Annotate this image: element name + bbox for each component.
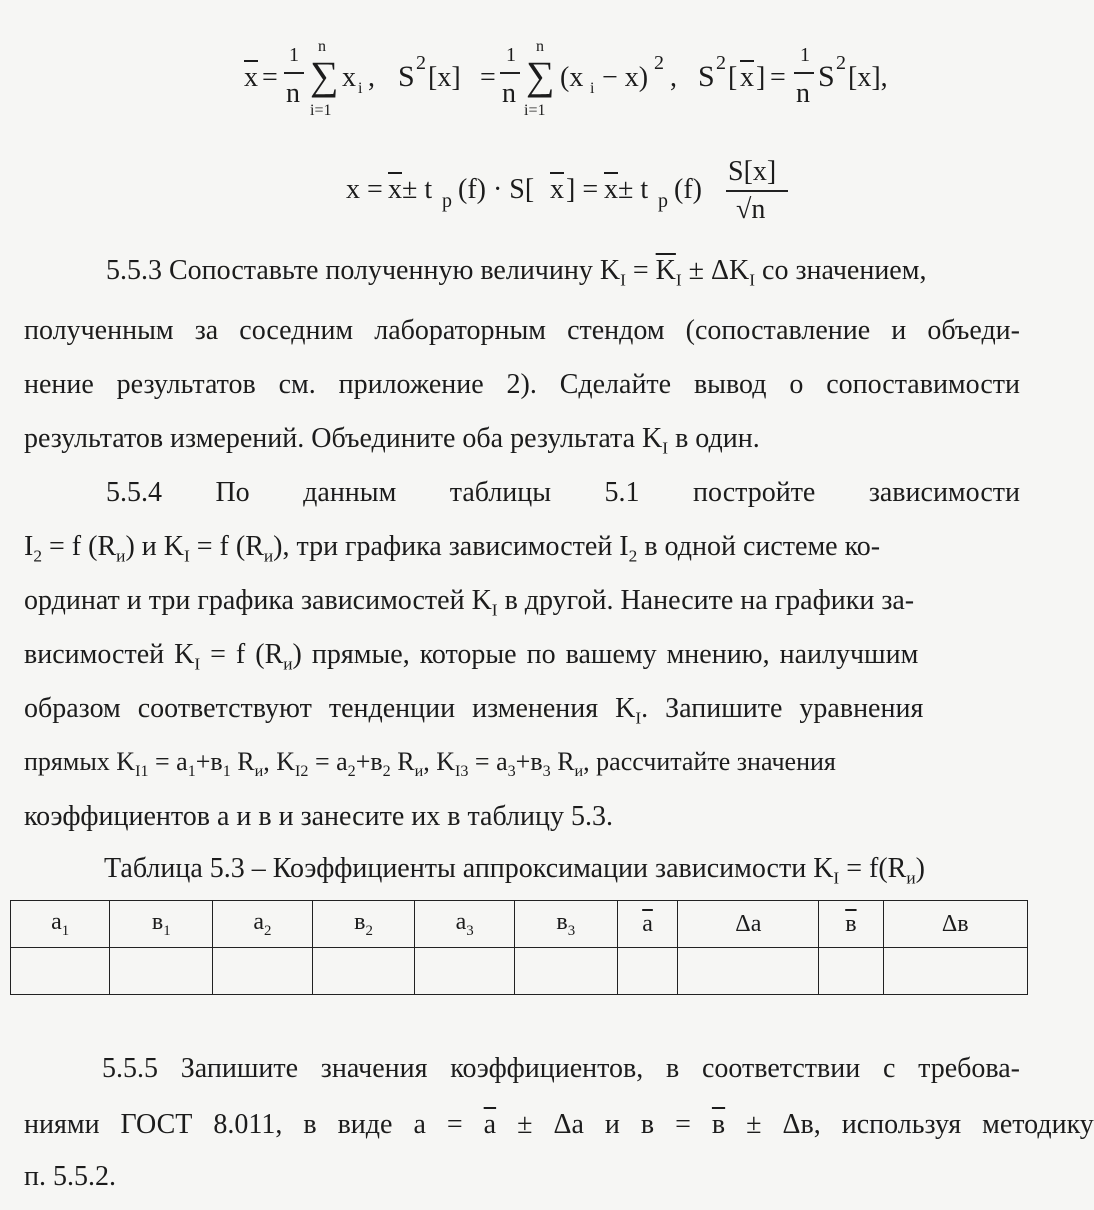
p554-l4-c: ) прямые, которые по вашему мнению, наилучшим: [292, 639, 919, 670]
formula-variance-term-sup: 2: [654, 52, 664, 74]
p553-line1-sub: I: [620, 270, 626, 290]
formula-vm-den: n: [796, 78, 810, 109]
p554-l6-h: R: [390, 747, 415, 776]
table-header-subscript: 2: [365, 922, 373, 939]
table-cell: [11, 948, 110, 995]
p554-l6-s10: 3: [507, 763, 516, 781]
p553-line1-text: 5.5.3 Сопоставьте полученную величину K: [106, 255, 621, 286]
formula-variance-arg: [x]: [428, 62, 461, 93]
p553-line1-mid: =: [625, 255, 656, 286]
table-header-symbol: в: [845, 910, 857, 937]
p554-l6-c: +в: [195, 747, 223, 776]
p554-l2-d: = f (R: [189, 531, 264, 562]
formula-mean-eq: =: [262, 62, 278, 93]
formula-variance-term-sub: i: [590, 80, 595, 97]
table-header-cell: [312, 901, 415, 948]
formula-vm-arg-close: ]: [756, 62, 766, 93]
formula-variance-term: (x: [560, 62, 584, 93]
p555-line2: [24, 1108, 1094, 1142]
table-header-symbol: a: [51, 908, 62, 935]
formula-mean-sigma: ∑: [310, 53, 339, 98]
p555-l2-bbar: в: [711, 1109, 726, 1140]
formula-int-sub1: p: [442, 190, 452, 212]
p554-l4-s1: I: [194, 654, 201, 674]
formula-vm-rhs-arg: [x],: [848, 62, 888, 93]
p554-l6-s1: I1: [135, 763, 149, 781]
formula-int-p1: x =: [346, 174, 383, 205]
formula-mean-term-sub: i: [358, 80, 363, 97]
coefficients-table: [10, 900, 1028, 995]
formula-int-xbar2: $\overline{x}$: [550, 174, 564, 205]
p554-l6-k: +в: [515, 747, 543, 776]
table-header-cell: [883, 901, 1028, 948]
p554-l2-s1: 2: [33, 546, 43, 566]
p553-line1-rest-sub: I: [749, 270, 756, 290]
table-cell: [213, 948, 312, 995]
formula-int-p5: ± t: [618, 174, 649, 205]
table-caption-sub1: I: [833, 868, 840, 888]
p554-l6-s12: и: [574, 763, 584, 781]
table-header-cell: [678, 901, 819, 948]
table-caption-sub2: и: [906, 868, 916, 888]
formula-int-fracbar: [726, 190, 788, 192]
table-header-cell: [213, 901, 312, 948]
p554-l4-a: висимостей K: [24, 639, 195, 670]
formula-variance-eq: =: [480, 62, 496, 93]
table-cell: [514, 948, 617, 995]
p554-line7: коэффициентов а и в и занесите их в таблицу 5.3.: [24, 801, 613, 832]
p554-l4-b: = f (R: [200, 639, 284, 670]
formula-variance-sup: 2: [416, 52, 426, 74]
p555-l2-c: ± Δв, используя методику: [725, 1109, 1094, 1140]
table-header-symbol: в: [354, 908, 366, 935]
p554-l5-sub: I: [635, 708, 642, 728]
p553-line3: нение результатов см. приложение 2). Сделайте вывод о сопоставимости: [24, 369, 1020, 400]
p554-l2-b: = f (R: [42, 531, 117, 562]
p554-line2: [24, 530, 880, 567]
table-header-cell: [415, 901, 514, 948]
formula-int-p3: (f) · S[: [458, 174, 535, 205]
p554-line6: [24, 746, 836, 782]
formula-vm-num: 1: [800, 44, 810, 66]
p555-line3: п. 5.5.2.: [24, 1161, 116, 1192]
formula-vm-eq: =: [770, 62, 786, 93]
table-header-subscript: 3: [466, 922, 474, 939]
p554-l2-s4: и: [263, 546, 274, 566]
table-caption: [104, 852, 925, 889]
p554-l6-s5: I2: [295, 763, 309, 781]
p554-l6-j: = a: [468, 747, 508, 776]
formula-mean-fracbar: [284, 72, 304, 74]
formula-variance-tail: ,: [670, 62, 677, 93]
p553-line1-kbar-sub: I: [675, 270, 682, 290]
table-header-row: [11, 901, 1028, 948]
p553-line1-end: со значением,: [755, 255, 927, 286]
p554-l6-d: R: [230, 747, 255, 776]
formula-variance-num: 1: [506, 44, 516, 66]
p554-l2-e: ), три графика зависимостей I: [273, 531, 629, 562]
p553-line1-rest: ± ΔK: [681, 255, 750, 286]
table-header-symbol: a: [253, 908, 264, 935]
p554-l6-l: R: [550, 747, 575, 776]
p554-l6-s4: и: [254, 763, 264, 781]
p553-line4: [24, 422, 760, 459]
formula-vm-fracbar: [794, 72, 814, 74]
p554-l5-b: . Запишите уравнения: [641, 693, 924, 724]
p554-l2-a: I: [24, 531, 34, 562]
formula-variance-term-rest: − x): [602, 62, 649, 93]
formula-mean-lhs: $\overline{x}$: [244, 62, 258, 93]
formula-int-p4: ] =: [566, 174, 599, 205]
p554-l2-f: в одной системе ко-: [637, 531, 881, 562]
table-header-subscript: 3: [567, 922, 576, 939]
p555-l2-abar: $\overline{a}$: [483, 1109, 497, 1140]
table-header-symbol: Δв: [941, 910, 969, 937]
p553-line4-sub: I: [662, 438, 669, 458]
p555-line1: 5.5.5 Запишите значения коэффициентов, в соответствии с требова-: [102, 1053, 1020, 1084]
p554-l5-a: образом соответствуют тенденции изменения K: [24, 693, 636, 724]
p554-l6-s7: 2: [382, 763, 391, 781]
table-cell: [819, 948, 883, 995]
table-header-subscript: 1: [61, 922, 70, 939]
formula-int-frac-den: √n: [736, 194, 766, 225]
p553-line2: полученным за соседним лабораторным стендом (сопоставление и объеди-: [24, 315, 1020, 346]
p554-l4-s2: и: [283, 654, 293, 674]
table-row: [11, 948, 1028, 995]
formula-int-p2: ± t: [402, 174, 433, 205]
table-cell: [312, 948, 415, 995]
formula-int-frac-num: S[x]: [728, 156, 777, 187]
p554-l6-b: = a: [148, 747, 188, 776]
table-caption-a: Таблица 5.3 – Коэффициенты аппроксимации зависимости K: [104, 853, 834, 884]
p554-l6-s9: I3: [454, 763, 469, 781]
table-cell: [678, 948, 819, 995]
formula-variance-sumtop: n: [536, 38, 544, 55]
table-header-cell: [110, 901, 213, 948]
p554-l3-sub: I: [491, 600, 498, 620]
p554-l2-c: ) и K: [125, 531, 184, 562]
formula-vm-lhs: S: [698, 60, 715, 93]
p554-l6-a: прямых K: [24, 747, 136, 776]
p554-l3-a: ординат и три графика зависимостей K: [24, 585, 492, 616]
p554-l6-i: , K: [423, 747, 455, 776]
p554-l2-s5: 2: [628, 546, 638, 566]
formula-mean-sumtop: n: [318, 38, 326, 55]
table-header-symbol: Δa: [735, 910, 762, 937]
p554-line4: [24, 638, 918, 675]
formula-variance-fracbar: [500, 72, 520, 74]
formula-vm-rhs: S: [818, 60, 835, 93]
formula-mean-num: 1: [289, 44, 299, 66]
table-header-symbol: a: [455, 908, 467, 935]
table-header-symbol: $\overline{a}$: [642, 910, 653, 937]
table-header-symbol: в: [151, 908, 164, 935]
p554-line1: 5.5.4 По данным таблицы 5.1 постройте зависимости: [106, 477, 1020, 508]
p554-l6-s6: 2: [347, 763, 356, 781]
table-cell: [110, 948, 213, 995]
table-cell: [883, 948, 1028, 995]
p554-l6-s3: 1: [222, 763, 231, 781]
p554-l6-f: = a: [308, 747, 348, 776]
table-cell: [415, 948, 514, 995]
formula-mean-den: n: [286, 78, 300, 109]
p554-l6-g: +в: [355, 747, 383, 776]
formula-variance-sigma: ∑: [526, 53, 555, 98]
formula-variance-sumbot: i=1: [524, 102, 546, 119]
p554-l3-b: в другой. Нанесите на графики за-: [497, 585, 915, 616]
formula-int-sub2: p: [658, 190, 668, 212]
p553-line4-a: результатов измерений. Объедините оба результата K: [24, 423, 663, 454]
table-header-subscript: 1: [163, 922, 171, 939]
table-header-cell: [514, 901, 617, 948]
p555-l2-a: ниями ГОСТ 8.011, в виде a =: [24, 1109, 484, 1140]
p554-line3: [24, 584, 914, 621]
p554-line5: [24, 692, 923, 729]
formula-int-xbar1: $\overline{x}$: [388, 174, 402, 205]
p553-line1-kbar: $\overline{K}$: [655, 255, 676, 286]
table-header-subscript: 2: [264, 922, 272, 939]
p554-l2-s2: и: [116, 546, 126, 566]
p555-l2-b: ± Δa и в =: [496, 1109, 712, 1140]
formula-vm-rhs-sup: 2: [836, 52, 846, 74]
p554-l6-e: , K: [263, 747, 296, 776]
formula-int-xbar3: $\overline{x}$: [604, 174, 618, 205]
table-caption-b: = f(R: [839, 853, 907, 884]
formula-int-p6: (f): [674, 174, 702, 205]
p553-line4-b: в один.: [668, 423, 760, 454]
formula-variance-den: n: [502, 78, 516, 109]
p553-line1: [106, 254, 926, 291]
p554-l6-s8: и: [414, 763, 424, 781]
formula-mean-sumbot: i=1: [310, 102, 332, 119]
formula-mean-tail: ,: [368, 62, 375, 93]
p554-l2-s3: I: [183, 546, 190, 566]
p554-l6-s2: 1: [187, 763, 196, 781]
formula-vm-sup: 2: [716, 52, 726, 74]
table-cell: [617, 948, 678, 995]
table-header-cell: [11, 901, 110, 948]
formula-vm-arg-x: $\overline{x}$: [740, 62, 754, 93]
p554-l6-m: , рассчитайте значения: [583, 747, 836, 776]
table-header-cell: [819, 901, 883, 948]
table-header-cell: [617, 901, 678, 948]
formula-variance-lhs: S: [398, 60, 415, 93]
table-caption-c: ): [915, 853, 925, 884]
formula-vm-arg-open: [: [728, 62, 738, 93]
formula-mean-term: x: [342, 62, 356, 93]
p554-l6-s11: 3: [542, 763, 551, 781]
table-header-symbol: в: [556, 908, 568, 935]
